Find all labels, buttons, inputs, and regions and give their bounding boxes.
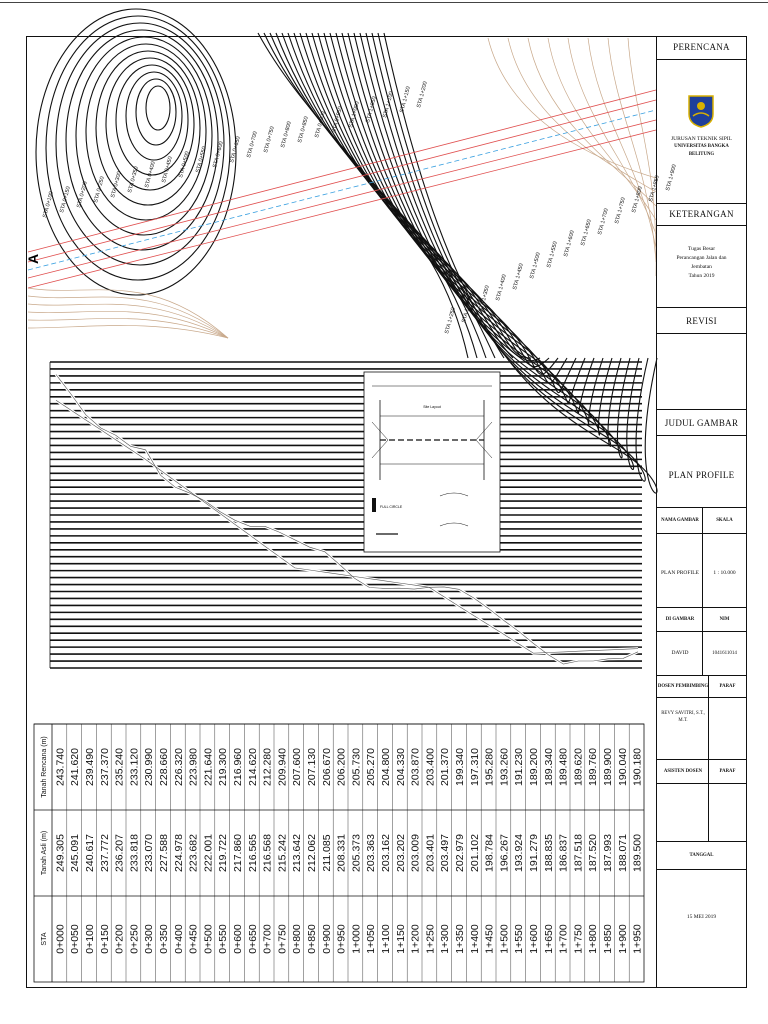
contour-line (300, 33, 531, 358)
table-cell: 199.340 (454, 748, 466, 786)
table-cell: 233.818 (128, 834, 141, 872)
title-block (656, 36, 747, 988)
station-elevation-table (34, 724, 644, 982)
table-cell: 211.085 (320, 834, 333, 872)
table-cell: 0+600 (232, 924, 244, 954)
table-cell: 224.978 (172, 834, 185, 872)
table-cell: 216.960 (232, 748, 244, 786)
keterangan-content: Tugas Besar Perancangan Jalan dan Jembatan Tahun 2019 (657, 226, 746, 308)
table-cell: 197.310 (468, 748, 481, 786)
table-cell: 0+050 (69, 924, 82, 954)
table-cell: 187.518 (572, 834, 585, 872)
station-label: STA 1+450 (512, 262, 525, 291)
contour-line-minor (28, 304, 228, 338)
table-cell: 219.300 (217, 748, 230, 786)
table-cell: 1+800 (587, 924, 600, 954)
table-cell: 206.670 (320, 748, 333, 786)
contour-line (116, 65, 188, 175)
station-label: STA 1+800 (631, 185, 644, 214)
station-label: STA 1+750 (614, 196, 627, 225)
table-cell: 237.370 (98, 748, 111, 786)
contour-line (258, 33, 468, 358)
contour-line-minor (28, 318, 228, 338)
table-cell: 1+200 (409, 924, 422, 954)
nama-skala-content: PLAN PROFILE 1 : 10.000 (657, 534, 746, 608)
table-cell: 1+350 (454, 924, 466, 954)
station-label: STA 0+500 (178, 150, 191, 179)
station-label: STA 0+650 (229, 135, 242, 164)
station-label: STA 1+300 (461, 295, 474, 324)
elevation-table-grid (34, 724, 644, 982)
table-cell: 227.588 (158, 834, 170, 872)
table-cell: 189.200 (528, 748, 540, 786)
table-cell: 198.784 (483, 834, 496, 872)
table-cell: 190.040 (616, 748, 629, 786)
institution-line1: JURUSAN TEKNIK SIPIL (670, 136, 732, 142)
institution-cell (657, 60, 746, 204)
table-cell: 203.870 (409, 748, 422, 786)
station-label: STA 1+050 (365, 95, 378, 124)
table-cell: 203.363 (365, 834, 378, 872)
station-label: STA 1+200 (416, 80, 429, 109)
table-cell: 188.835 (542, 834, 555, 872)
table-cell: 1+450 (483, 924, 496, 954)
station-label: STA 1+000 (348, 100, 361, 129)
station-label: STA 0+700 (246, 130, 259, 159)
table-cell: 187.520 (587, 834, 600, 872)
tanggal-header: TANGGAL (657, 842, 746, 870)
table-cell: 203.009 (409, 834, 422, 872)
station-label: STA 1+500 (529, 251, 542, 280)
station-label: STA 1+550 (546, 240, 559, 269)
table-cell: 203.401 (424, 834, 437, 872)
station-label: STA 0+800 (280, 120, 293, 149)
table-cell: 189.620 (572, 748, 585, 786)
table-cell: 191.279 (528, 834, 540, 872)
table-cell: 1+650 (542, 924, 555, 954)
table-cell: 236.207 (113, 834, 126, 872)
table-cell: 241.620 (69, 748, 82, 786)
table-cell: 1+100 (380, 924, 392, 954)
table-cell: 0+450 (187, 924, 200, 954)
typical-section-inset (364, 372, 500, 552)
table-cell: 1+150 (394, 924, 407, 954)
table-cell: 186.837 (557, 834, 570, 872)
institution-line2: UNIVERSITAS BANGKA (674, 144, 729, 149)
table-cell: 0+100 (84, 924, 96, 954)
table-cell: 0+400 (172, 924, 185, 954)
station-label: STA 1+900 (665, 163, 678, 192)
institution-line3: BELITUNG (688, 152, 715, 157)
table-cell: 0+850 (306, 924, 318, 954)
table-cell: 201.370 (439, 748, 452, 786)
station-label: STA 0+900 (314, 110, 327, 139)
road-alignment-line (28, 100, 656, 262)
table-cell: 216.568 (261, 834, 274, 872)
table-cell: 1+750 (572, 924, 585, 954)
table-cell: 189.900 (602, 748, 614, 786)
table-cell: 0+650 (246, 924, 259, 954)
table-cell: 0+000 (54, 924, 67, 954)
inset-legend-label: FULL CIRCLE (380, 505, 403, 509)
table-cell: 1+850 (602, 924, 614, 954)
tanggal-value: 15 MEI 2019 (686, 914, 717, 920)
table-cell: 191.230 (513, 748, 526, 786)
table-cell: 205.270 (365, 748, 378, 786)
station-label: STA 0+250 (93, 175, 106, 204)
station-label: STA 1+700 (597, 207, 610, 236)
station-label: STA 0+300 (110, 170, 123, 199)
table-cell: 228.660 (158, 748, 170, 786)
table-cell: 217.860 (232, 834, 244, 872)
table-cell: 245.091 (69, 834, 82, 872)
table-cell: 216.565 (246, 834, 259, 872)
station-label: STA 1+650 (580, 218, 593, 247)
table-cell: 189.480 (557, 748, 570, 786)
station-label: STA 0+150 (59, 185, 72, 214)
table-cell: 219.722 (217, 834, 230, 872)
tanggal-content (657, 870, 746, 988)
table-cell: 207.130 (306, 748, 318, 786)
table-cell: 203.202 (394, 834, 407, 872)
asisten-content (657, 784, 746, 842)
table-cell: 233.120 (128, 748, 141, 786)
station-label: STA 1+350 (478, 284, 491, 313)
table-cell: 203.162 (380, 834, 392, 872)
contour-line-minor (28, 326, 228, 339)
table-cell: 0+900 (320, 924, 333, 954)
station-label: STA 1+850 (648, 174, 661, 203)
table-cell: 207.600 (291, 748, 304, 786)
table-cell: 1+000 (350, 924, 363, 954)
table-cell: 233.070 (143, 834, 156, 872)
contour-line (126, 72, 182, 160)
table-cell: 239.490 (84, 748, 96, 786)
station-label: STA 0+200 (76, 180, 89, 209)
contour-line (264, 33, 477, 358)
table-header: Tanah Rencana (m) (41, 736, 48, 798)
judul-gambar-header: JUDUL GAMBAR (657, 410, 746, 436)
table-cell: 226.320 (172, 748, 185, 786)
table-cell: 235.240 (113, 748, 126, 786)
keterangan-header: KETERANGAN (657, 204, 746, 226)
table-cell: 196.267 (498, 834, 511, 872)
table-cell: 205.730 (350, 748, 363, 786)
station-label: STA 1+150 (399, 85, 412, 114)
table-cell: 0+950 (335, 924, 348, 954)
contour-line (318, 33, 558, 374)
table-cell: 243.740 (54, 748, 67, 786)
table-cell: 1+050 (365, 924, 378, 954)
station-label: STA 1+250 (444, 306, 457, 335)
table-cell: 193.260 (498, 748, 511, 786)
university-logo-icon (687, 94, 715, 128)
table-cell: 215.242 (276, 834, 289, 872)
table-cell: 203.400 (424, 748, 437, 786)
table-cell: 0+500 (202, 924, 215, 954)
table-cell: 0+200 (113, 924, 126, 954)
station-label: STA 0+750 (263, 125, 276, 154)
perencana-header: PERENCANA (657, 36, 746, 60)
contour-line-minor (628, 38, 656, 276)
revisi-content (657, 334, 746, 410)
judul-value: PLAN PROFILE (668, 470, 735, 480)
table-cell: 1+900 (616, 924, 629, 954)
section-marker-a: A (25, 253, 41, 264)
table-cell: 0+350 (158, 924, 170, 954)
table-cell: 204.330 (394, 748, 407, 786)
table-cell: 237.772 (98, 834, 111, 872)
long-profile (42, 356, 644, 676)
table-cell: 189.500 (631, 834, 644, 872)
top-border-line (0, 2, 768, 3)
table-cell: 209.940 (276, 748, 289, 786)
contour-line-minor (28, 288, 228, 338)
table-cell: 1+550 (513, 924, 526, 954)
table-cell: 187.993 (602, 834, 614, 872)
table-cell: 1+950 (631, 924, 644, 954)
table-cell: 203.497 (439, 834, 452, 872)
station-label: STA 0+950 (331, 105, 344, 134)
table-cell: 0+700 (261, 924, 274, 954)
road-alignment-line (28, 110, 656, 270)
station-label: STA 0+450 (161, 155, 174, 184)
table-cell: 0+250 (128, 924, 141, 954)
dosen-content: REVY SAVITRI, S.T., M.T. (657, 698, 746, 760)
table-cell: 214.620 (246, 748, 259, 786)
table-cell: 1+400 (468, 924, 481, 954)
table-cell: 223.682 (187, 834, 200, 872)
station-label: STA 1+400 (495, 273, 508, 302)
station-label: STA 0+850 (297, 115, 310, 144)
station-label: STA 1+600 (563, 229, 576, 258)
table-header: STA (41, 932, 48, 946)
table-cell: 193.924 (513, 834, 526, 872)
dosen-header: DOSEN PEMBIMBING PARAF (657, 676, 746, 698)
table-cell: 212.062 (306, 834, 318, 872)
contour-line (312, 33, 549, 367)
table-cell: 1+600 (528, 924, 540, 954)
table-cell: 0+550 (217, 924, 230, 954)
table-cell: 189.340 (542, 748, 555, 786)
station-label: STA 0+600 (212, 140, 225, 169)
table-cell: 0+800 (291, 924, 304, 954)
station-label: STA 0+100 (42, 190, 55, 219)
station-label: STA 0+350 (127, 165, 140, 194)
table-cell: 189.760 (587, 748, 600, 786)
table-cell: 204.800 (380, 748, 392, 786)
station-label: STA 0+550 (195, 145, 208, 174)
contour-line (86, 44, 206, 220)
table-cell: 188.071 (616, 834, 629, 872)
contour-map (25, 38, 678, 340)
table-cell: 213.642 (291, 834, 304, 872)
table-cell: 202.979 (454, 834, 466, 872)
station-label: STA 1+100 (382, 90, 395, 119)
profile-chart (42, 356, 644, 676)
table-cell: 195.280 (483, 748, 496, 786)
contour-line (330, 33, 576, 393)
contour-line (146, 86, 170, 130)
table-cell: 205.373 (350, 834, 363, 872)
table-cell: 206.200 (335, 748, 348, 786)
table-cell: 212.280 (261, 748, 274, 786)
table-header: Tanah Asli (m) (41, 830, 48, 876)
table-cell: 0+750 (276, 924, 289, 954)
table-cell: 222.001 (202, 834, 215, 872)
table-cell: 190.180 (631, 748, 644, 786)
table-cell: 201.102 (468, 834, 481, 872)
table-cell: 249.305 (54, 834, 67, 872)
table-cell: 0+300 (143, 924, 156, 954)
plan-view (25, 38, 678, 340)
contour-line-minor (508, 38, 656, 192)
table-cell: 230.990 (143, 748, 156, 786)
table-cell: 0+150 (98, 924, 111, 954)
judul-gambar-content (657, 436, 746, 508)
table-cell: 1+250 (424, 924, 437, 954)
table-cell: 1+500 (498, 924, 511, 954)
table-cell: 221.640 (202, 748, 215, 786)
table-cell: 223.980 (187, 748, 200, 786)
table-cell: 1+700 (557, 924, 570, 954)
table-cell: 208.331 (335, 834, 348, 872)
contour-line (66, 30, 218, 250)
revisi-header: REVISI (657, 308, 746, 334)
nama-skala-header: NAMA GAMBAR SKALA (657, 508, 746, 534)
road-alignment-line (28, 130, 656, 288)
digambar-nim-content: DAVID 1041611014 (657, 632, 746, 676)
digambar-nim-header: DI GAMBAR NIM (657, 608, 746, 632)
station-label: STA 0+400 (144, 160, 157, 189)
table-cell: 1+300 (439, 924, 452, 954)
asisten-header: ASISTEN DOSEN PARAF (657, 760, 746, 784)
inset-title: Site Layout (423, 405, 441, 409)
table-cell: 240.617 (84, 834, 96, 872)
